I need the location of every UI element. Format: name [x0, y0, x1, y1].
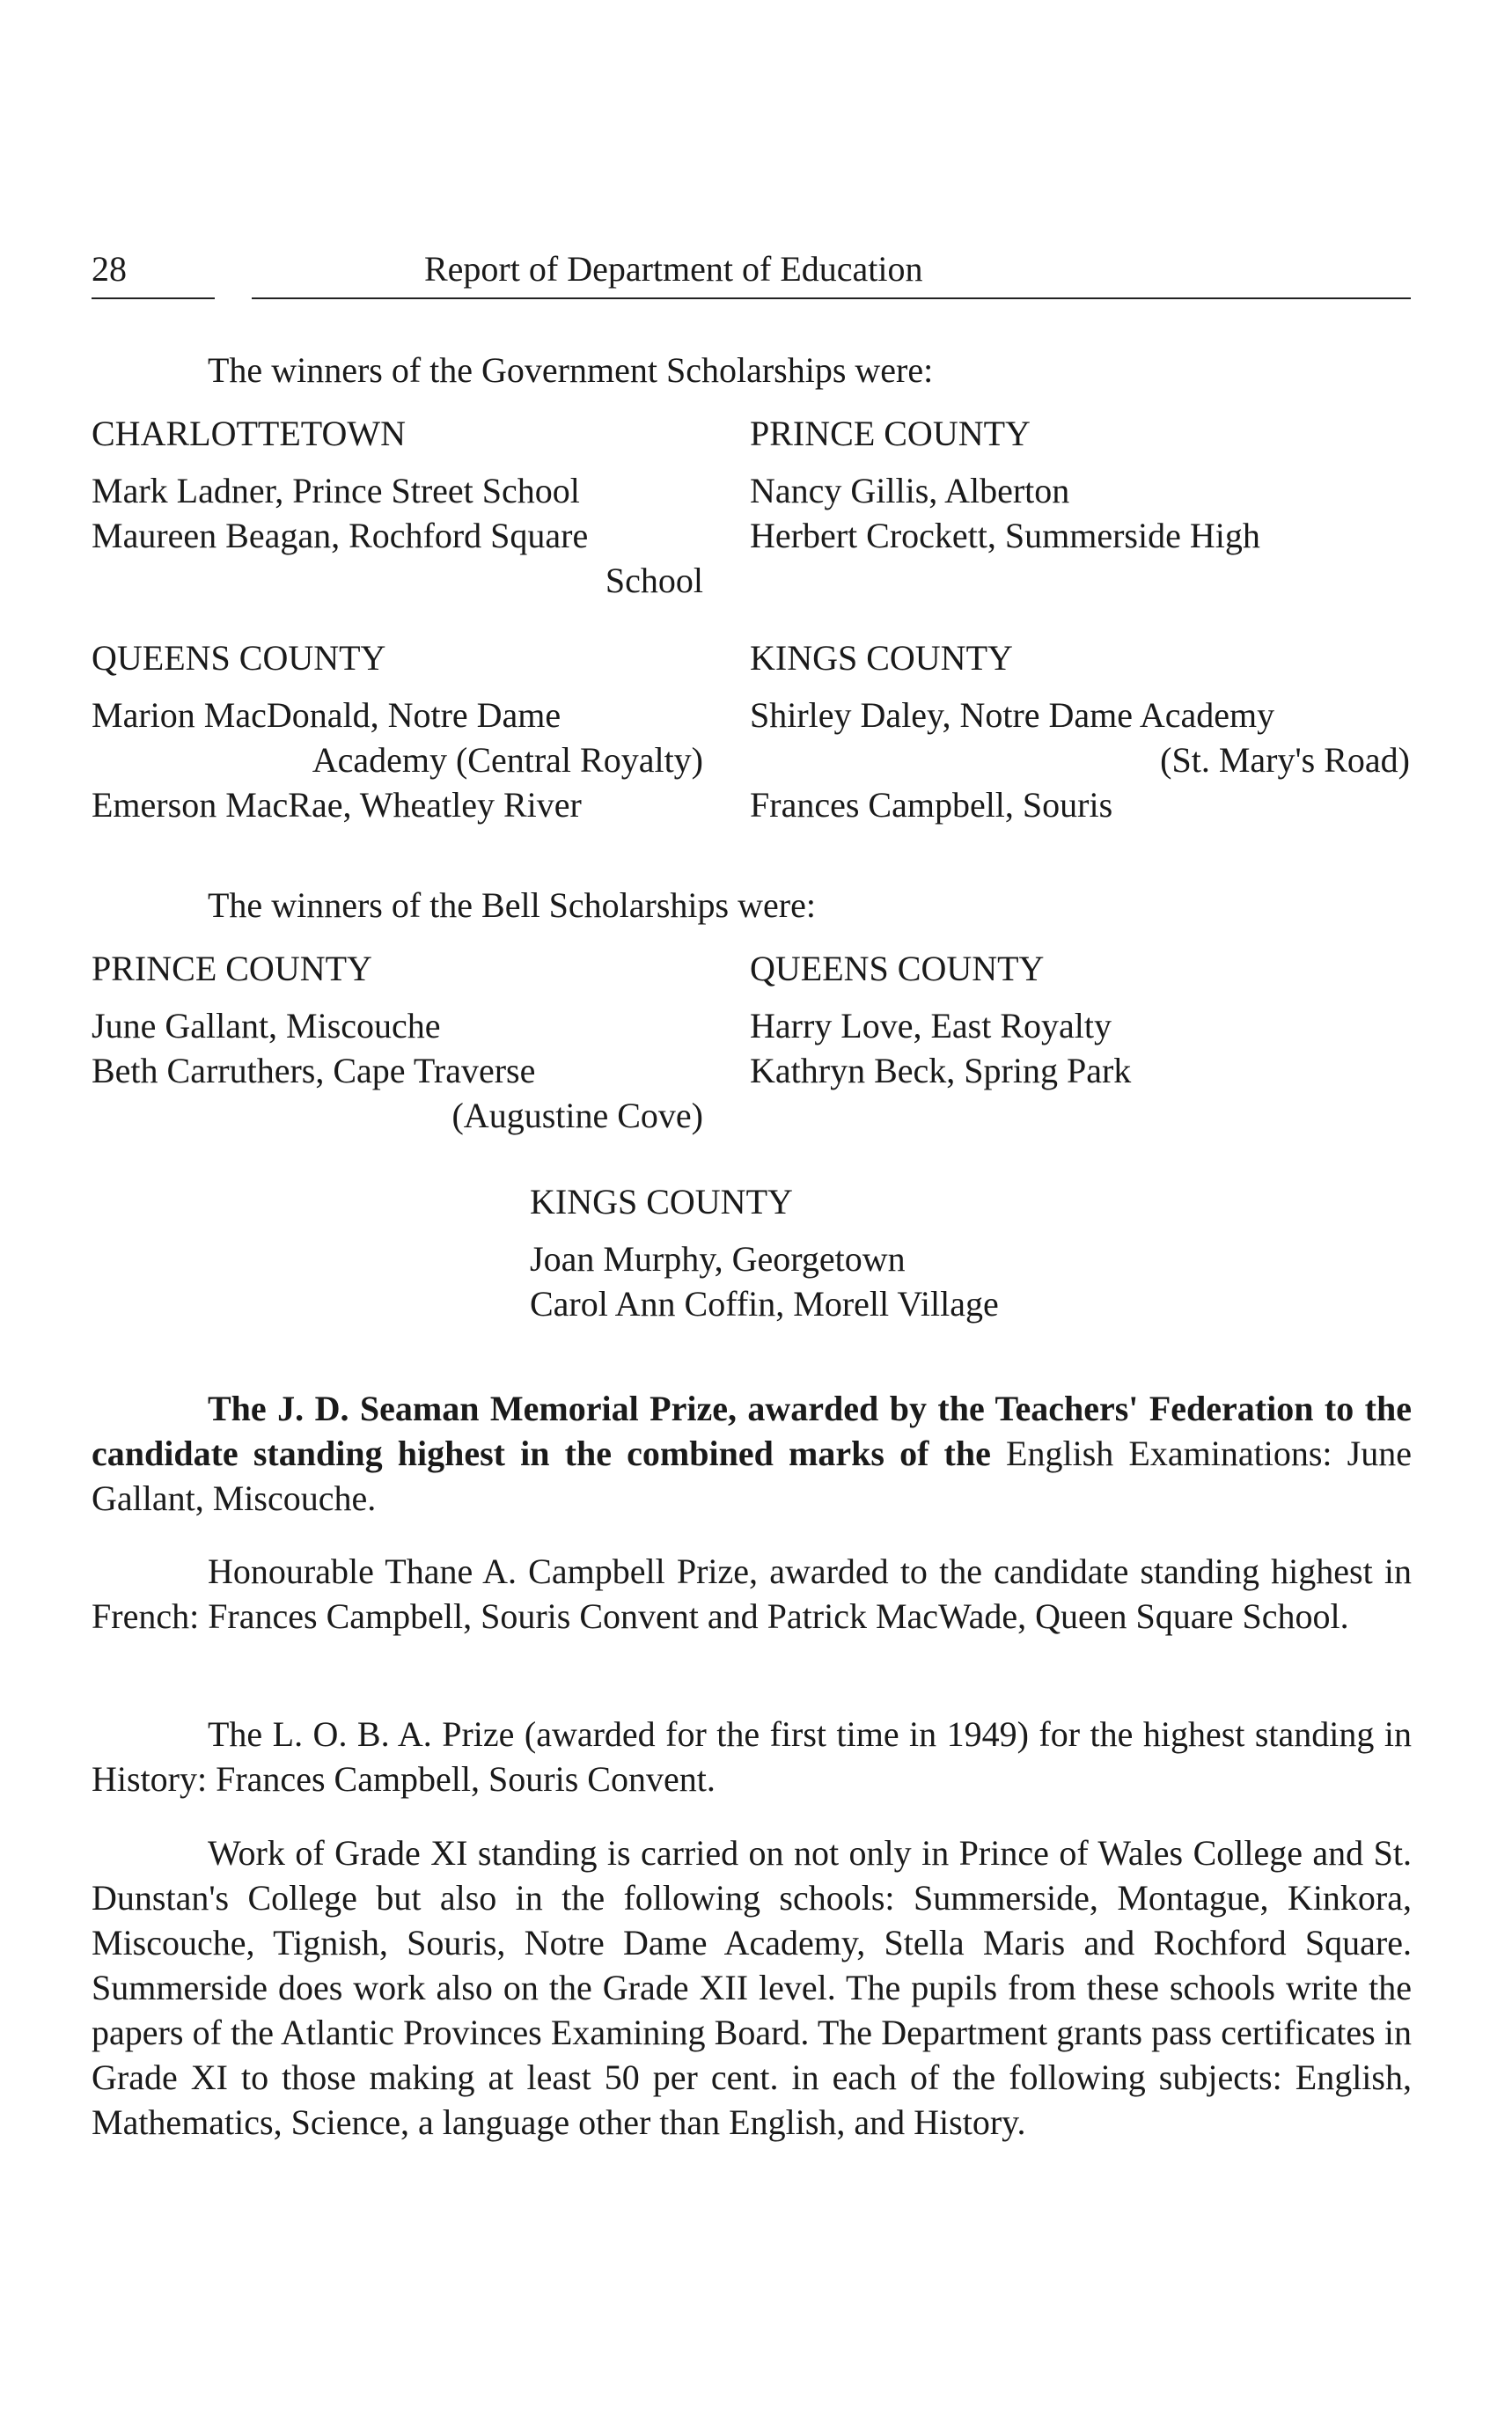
gov-charlottetown-entry-2: Maureen Beagan, Rochford Square — [92, 516, 589, 555]
bell-queens-entry-2: Kathryn Beck, Spring Park — [750, 1051, 1132, 1090]
bell-kings-heading: KINGS COUNTY — [530, 1182, 793, 1221]
bell-prince-entry-2: Beth Carruthers, Cape Traverse — [92, 1051, 536, 1090]
gov-charlottetown-heading: CHARLOTTETOWN — [92, 414, 406, 453]
header-rule-right — [252, 297, 1411, 299]
gov-prince-entry-2: Herbert Crockett, Summerside High — [750, 516, 1260, 555]
seaman-prize-bold-text: The J. D. Seaman Memorial Prize, awarded by the Teachers' Federation to the candidate standing highest in the combined marks of the — [92, 1389, 1412, 1473]
gov-queens-section — [92, 635, 708, 827]
gov-queens-entry-1: Marion MacDonald, Notre Dame — [92, 695, 561, 735]
bell-queens-entry-1: Harry Love, East Royalty — [750, 1006, 1112, 1045]
gov-kings-section — [750, 635, 1410, 827]
gov-kings-heading: KINGS COUNTY — [750, 638, 1013, 678]
page-number: 28 — [92, 249, 127, 289]
grade-xi-paragraph: Work of Grade XI standing is carried on not only in Prince of Wales College and St. Dunstan's College but also in the following schools: Summerside, Montague, Kinkora, Miscouche, Tignish, Souris, Notre Dame Academy, Stella Maris and Rochford Square. Summerside does work also on the Grade XII level. The pupils from these schools write the papers of the Atlantic Provinces Examining Board. The Department grants pass certificates in Grade XI to those making at least 50 per cent. in each of the following subjects: English, Mathematics, Science, a language other than English, and History. — [92, 1833, 1412, 2142]
gov-kings-entry-1: Shirley Daley, Notre Dame Academy — [750, 695, 1275, 735]
header-rule-left — [92, 297, 215, 299]
bell-intro: The winners of the Bell Scholarships were: — [208, 885, 816, 925]
gov-queens-heading: QUEENS COUNTY — [92, 638, 386, 678]
page-header — [92, 246, 1412, 296]
gov-queens-entry-2: Emerson MacRae, Wheatley River — [92, 785, 582, 825]
campbell-prize-paragraph: Honourable Thane A. Campbell Prize, awarded to the candidate standing highest in French: Frances Campbell, Souris Convent and Patrick MacWade, Queen Square School. — [92, 1551, 1412, 1636]
gov-prince-section — [750, 411, 1366, 558]
loba-prize-paragraph: The L. O. B. A. Prize (awarded for the first time in 1949) for the highest standing in History: Frances Campbell, Souris Convent. — [92, 1714, 1412, 1799]
running-title: Report of Department of Education — [424, 249, 923, 289]
bell-prince-entry-1: June Gallant, Miscouche — [92, 1006, 441, 1045]
bell-prince-entry-2-cont: (Augustine Cove) — [451, 1096, 703, 1135]
government-intro: The winners of the Government Scholarships were: — [208, 350, 934, 390]
gov-queens-entry-1-cont: Academy (Central Royalty) — [312, 740, 703, 780]
bell-kings-entry-1: Joan Murphy, Georgetown — [530, 1239, 906, 1279]
bell-queens-heading: QUEENS COUNTY — [750, 949, 1045, 988]
bell-prince-heading: PRINCE COUNTY — [92, 949, 372, 988]
gov-charlottetown-entry-2-cont: School — [605, 561, 703, 600]
bell-kings-section — [530, 1179, 1146, 1326]
bell-kings-entry-2: Carol Ann Coffin, Morell Village — [530, 1284, 999, 1324]
gov-kings-entry-1-cont: (St. Mary's Road) — [1160, 740, 1410, 780]
gov-kings-entry-2: Frances Campbell, Souris — [750, 785, 1113, 825]
gov-prince-entry-1: Nancy Gillis, Alberton — [750, 471, 1070, 510]
bell-prince-section — [92, 946, 708, 1138]
seaman-prize-rest-text: English Examinations: June Gallant, Miscouche. — [92, 1434, 1412, 1518]
gov-prince-heading: PRINCE COUNTY — [750, 414, 1031, 453]
gov-charlottetown-section — [92, 411, 708, 603]
seaman-prize-paragraph — [92, 1386, 1412, 1521]
gov-charlottetown-entry-1: Mark Ladner, Prince Street School — [92, 471, 580, 510]
page — [92, 0, 1412, 2428]
bell-queens-section — [750, 946, 1366, 1093]
